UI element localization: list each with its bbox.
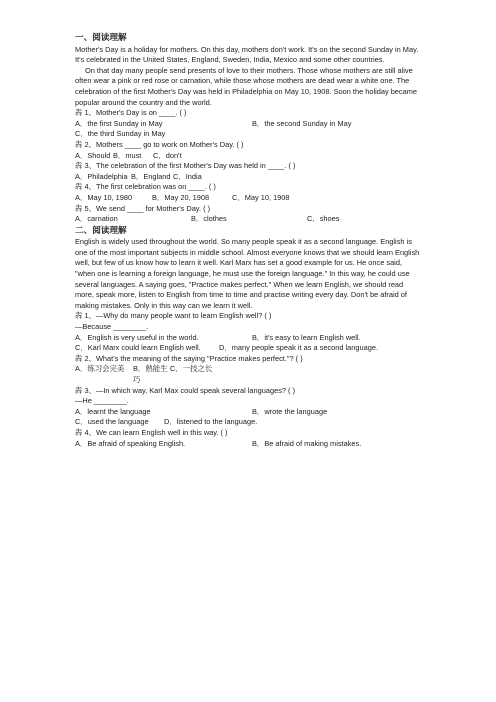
s1-q1-option-c: C．the third Sunday in May [75,129,166,139]
s2-q3-options-ab [75,407,424,418]
s1-q3-options [75,172,424,183]
s2-q1-options-ab [75,333,424,344]
s2-q1-answer-stem: —Because ________. [75,322,149,332]
section2-heading: 二、阅读理解 [75,224,127,235]
s1-question-4: 犇 4、The first celebration was on ____. ( ) [75,182,216,192]
s2-q4-options [75,439,424,450]
s1-q3-option-a: A．Philadelphia [75,171,128,181]
s1-q2-option-a: A．Should [75,150,111,160]
s1-q3-option-c: C．India [173,171,202,181]
s1-q4-option-b: B．May 20, 1908 [152,192,210,202]
s1-q5-option-c: C．shoes [307,214,340,224]
s1-q4-option-a: A．May 10, 1980 [75,192,133,202]
s2-q1-option-d: D．many people speak it as a second language. [219,343,378,353]
section2-paragraph: English is widely used throughout the world. So many people speak it as a second language. English is one of the most important subjects in middle school. Almost everyone knows that we should learn English well, but few of us know how to learn it well. Karl Marx has set a good example for us. He once said, "when one is learning a foreign language, he must use the foreign language." In this way, he could use several languages. A saying goes, "Practice makes perfect." When we learn English, we should read more, speak more, listen to English from time to time and practise writing every day. Don't be afraid of making mistakes. Only in this way can we learn it well. [75,237,420,310]
s1-q1-options [75,119,424,130]
section1-heading: 一、阅读理解 [75,32,127,42]
s1-q2-option-b: B．must [113,150,142,160]
s2-q2-option-b: B．熟能生巧 [133,364,168,384]
s1-q5-option-a: A．carnation [75,214,118,224]
s2-question-1: 犇 1、—Why do many people want to learn English well? ( ) [75,311,272,321]
s1-q1-option-b: B．the second Sunday in May [252,118,352,128]
s2-question-4: 犇 4、We can learn English well in this way. ( ) [75,427,228,437]
s2-q3-option-d: D．listened to the language. [164,417,258,427]
s2-q2-option-c: C．一技之长 [170,364,213,374]
s1-q3-option-b: B．England [131,171,171,181]
s2-q1-option-a: A．English is very useful in the world. [75,332,199,342]
s2-question-3: 犇 3、—In which way, Karl Max could speak several languages? ( ) [75,385,296,395]
s2-q4-option-a: A．Be afraid of speaking English. [75,438,186,448]
s2-q1-options-cd [75,343,424,354]
s1-q4-option-c: C．May 10, 1908 [232,192,290,202]
s1-q5-options [75,214,424,225]
s2-q2-options [75,364,424,385]
s2-q3-answer-stem: —He ________. [75,396,129,406]
s1-question-1: 犇 1、Mother's Day is on ____. ( ) [75,108,187,118]
s2-q3-option-b: B．wrote the language [252,406,328,416]
s2-q2-option-a: A．练习会完美 [75,364,125,374]
s2-q1-option-b: B．it's easy to learn English well. [252,332,361,342]
s1-q5-option-b: B．clothes [191,214,227,224]
section1-paragraph-1: Mother's Day is a holiday for mothers. On this day, mothers don't work. It's on the second Sunday in May. It's celebrated in the United States, England, Sweden, India, Mexico and some other countries. [75,44,419,65]
s1-q2-options [75,151,424,162]
s1-question-5: 犇 5、We send ____ for Mother's Day. ( ) [75,203,211,213]
s1-q1-option-a: A．the first Sunday in May [75,118,163,128]
s1-question-2: 犇 2、Mothers ____ go to work on Mother's Day. ( ) [75,139,244,149]
s2-q3-option-a: A．learnt the language [75,406,151,416]
section1-paragraph-2: On that day many people send presents of love to their mothers. Those whose mothers are still alive often wear a pink or red rose or carnation, while those whose mothers are dead wear a white one. The celebration of the first Mother's Day was held in Philadelphia on May 10, 1908. Soon the holiday became popular around the country and the world. [75,65,417,107]
s1-question-3: 犇 3、The celebration of the first Mother's Day was held in ____. ( ) [75,161,296,171]
s1-q4-options [75,193,424,204]
s1-q2-option-c: C．don't [153,150,182,160]
s2-q4-option-b: B．Be afraid of making mistakes. [252,438,362,448]
s2-question-2: 犇 2、What's the meaning of the saying "Practice makes perfect."? ( ) [75,353,303,363]
s2-q1-option-c: C．Karl Marx could learn English well. [75,343,201,353]
s2-q3-option-c: C．used the language [75,417,149,427]
s2-q3-options-cd [75,417,424,428]
